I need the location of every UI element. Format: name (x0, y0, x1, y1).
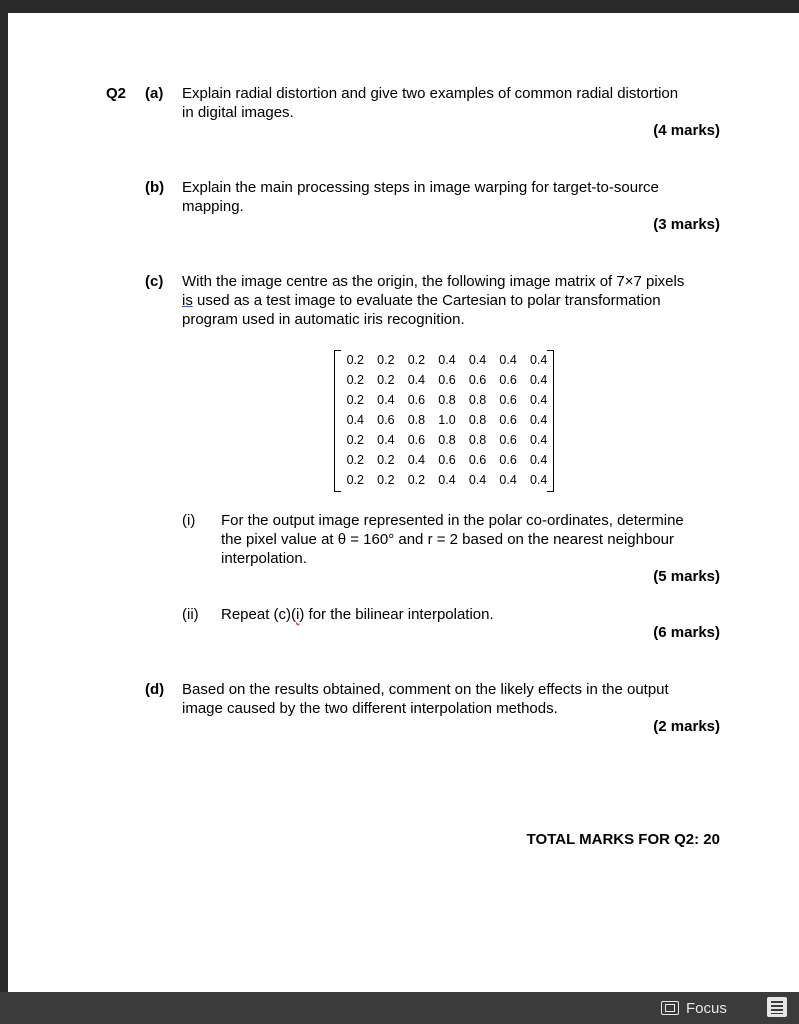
test-image-matrix (334, 350, 554, 490)
part-c-i-line3: interpolation. (221, 550, 307, 567)
part-c-ii-text-b: ) for the bilinear interpolation. (299, 606, 494, 623)
matrix-cell: 0.6 (377, 413, 395, 427)
matrix-cell: 0.4 (529, 373, 548, 387)
matrix-cell: 0.8 (407, 413, 426, 427)
part-c-i-line2: the pixel value at θ = 160° and r = 2 based on the nearest neighbour (221, 531, 674, 548)
matrix-cell: 0.2 (407, 353, 426, 367)
matrix-cell: 0.6 (407, 393, 426, 407)
total-marks: TOTAL MARKS FOR Q2: 20 (526, 831, 720, 848)
matrix-cell: 0.4 (407, 453, 426, 467)
matrix-row (340, 430, 554, 450)
matrix-cell: 0.6 (499, 373, 517, 387)
matrix-cell: 0.2 (346, 393, 364, 407)
matrix-cell: 0.4 (377, 433, 395, 447)
part-d-line1: Based on the results obtained, comment on the likely effects in the output (182, 681, 669, 698)
matrix-cell: 0.4 (468, 473, 487, 487)
matrix-cell: 0.4 (407, 373, 426, 387)
part-c-ii-marks: (6 marks) (653, 624, 720, 641)
matrix-cell: 0.6 (499, 413, 517, 427)
matrix-cell: 0.4 (468, 353, 487, 367)
matrix-cell: 0.4 (529, 393, 548, 407)
matrix-cell: 0.2 (377, 453, 395, 467)
part-c-label: (c) (145, 273, 164, 290)
part-c-ii-label: (ii) (182, 606, 199, 623)
part-a-line1: Explain radial distortion and give two examples of common radial distortion (182, 85, 679, 102)
matrix-cell: 0.4 (346, 413, 364, 427)
matrix-cell: 0.2 (346, 453, 364, 467)
matrix-cell: 0.8 (438, 393, 456, 407)
document-page (8, 13, 799, 992)
part-c-i-line1: For the output image represented in the polar co-ordinates, determine (221, 512, 684, 529)
matrix-cell: 0.4 (529, 453, 548, 467)
matrix-cell: 1.0 (438, 413, 456, 427)
matrix-cell: 0.4 (529, 433, 548, 447)
matrix-cell: 0.2 (377, 473, 395, 487)
matrix-row (340, 410, 554, 430)
part-c-line2 (182, 291, 720, 310)
status-bar (0, 992, 799, 1024)
part-b-marks: (3 marks) (653, 216, 720, 233)
matrix-cell: 0.6 (499, 453, 517, 467)
matrix-cell: 0.2 (377, 353, 395, 367)
matrix-cell: 0.6 (438, 453, 456, 467)
matrix-cell: 0.6 (438, 373, 456, 387)
focus-label: Focus (686, 999, 727, 1017)
part-a-marks: (4 marks) (653, 122, 720, 139)
part-c-i-marks: (5 marks) (653, 568, 720, 585)
part-c-ii-text-i: i (296, 606, 300, 623)
matrix-cell: 0.2 (346, 473, 364, 487)
matrix-cell: 0.2 (346, 373, 364, 387)
matrix-cell: 0.4 (499, 473, 517, 487)
matrix-cell: 0.4 (377, 393, 395, 407)
part-c-word-is: is (182, 292, 193, 309)
matrix-cell: 0.6 (499, 433, 517, 447)
part-d-marks: (2 marks) (653, 718, 720, 735)
matrix-cell: 0.2 (377, 373, 395, 387)
reader-view-icon[interactable] (767, 997, 787, 1017)
part-b-line1: Explain the main processing steps in image warping for target-to-source (182, 179, 659, 196)
matrix-row (340, 350, 554, 370)
part-a-label: (a) (145, 85, 164, 102)
part-a-line2: in digital images. (182, 104, 294, 121)
matrix-cell: 0.4 (529, 413, 548, 427)
part-c-line1: With the image centre as the origin, the following image matrix of 7×7 pixels (182, 273, 685, 290)
part-c-i-label: (i) (182, 512, 196, 529)
matrix-cell: 0.6 (407, 433, 426, 447)
part-c-ii-text-a: Repeat (c)( (221, 606, 297, 623)
matrix-cell: 0.2 (346, 433, 364, 447)
matrix-cell: 0.6 (468, 373, 487, 387)
matrix-cell: 0.2 (407, 473, 426, 487)
matrix-cell: 0.8 (468, 433, 487, 447)
matrix-row (340, 450, 554, 470)
part-c-ii-text (221, 605, 494, 624)
part-d-label: (d) (145, 681, 165, 698)
part-b-line2: mapping. (182, 198, 244, 215)
matrix-cell: 0.4 (438, 473, 456, 487)
matrix-cell: 0.8 (438, 433, 456, 447)
part-b-label: (b) (145, 179, 165, 196)
matrix-cell: 0.6 (499, 393, 517, 407)
matrix-cell: 0.4 (499, 353, 517, 367)
matrix-table (340, 350, 554, 490)
question-number: Q2 (106, 85, 127, 102)
matrix-cell: 0.2 (346, 353, 364, 367)
matrix-row (340, 470, 554, 490)
matrix-cell: 0.4 (438, 353, 456, 367)
part-d-line2: image caused by the two different interpolation methods. (182, 700, 558, 717)
matrix-row (340, 390, 554, 410)
matrix-row (340, 370, 554, 390)
matrix-cell: 0.8 (468, 413, 487, 427)
matrix-cell: 0.6 (468, 453, 487, 467)
matrix-cell: 0.4 (529, 473, 548, 487)
focus-button[interactable] (661, 998, 727, 1018)
focus-frame-icon (661, 1001, 679, 1015)
part-c-line2-rest: used as a test image to evaluate the Cartesian to polar transformation (192, 292, 661, 309)
matrix-cell: 0.8 (468, 393, 487, 407)
part-c-line3: program used in automatic iris recognition. (182, 311, 465, 328)
matrix-cell: 0.4 (529, 353, 548, 367)
